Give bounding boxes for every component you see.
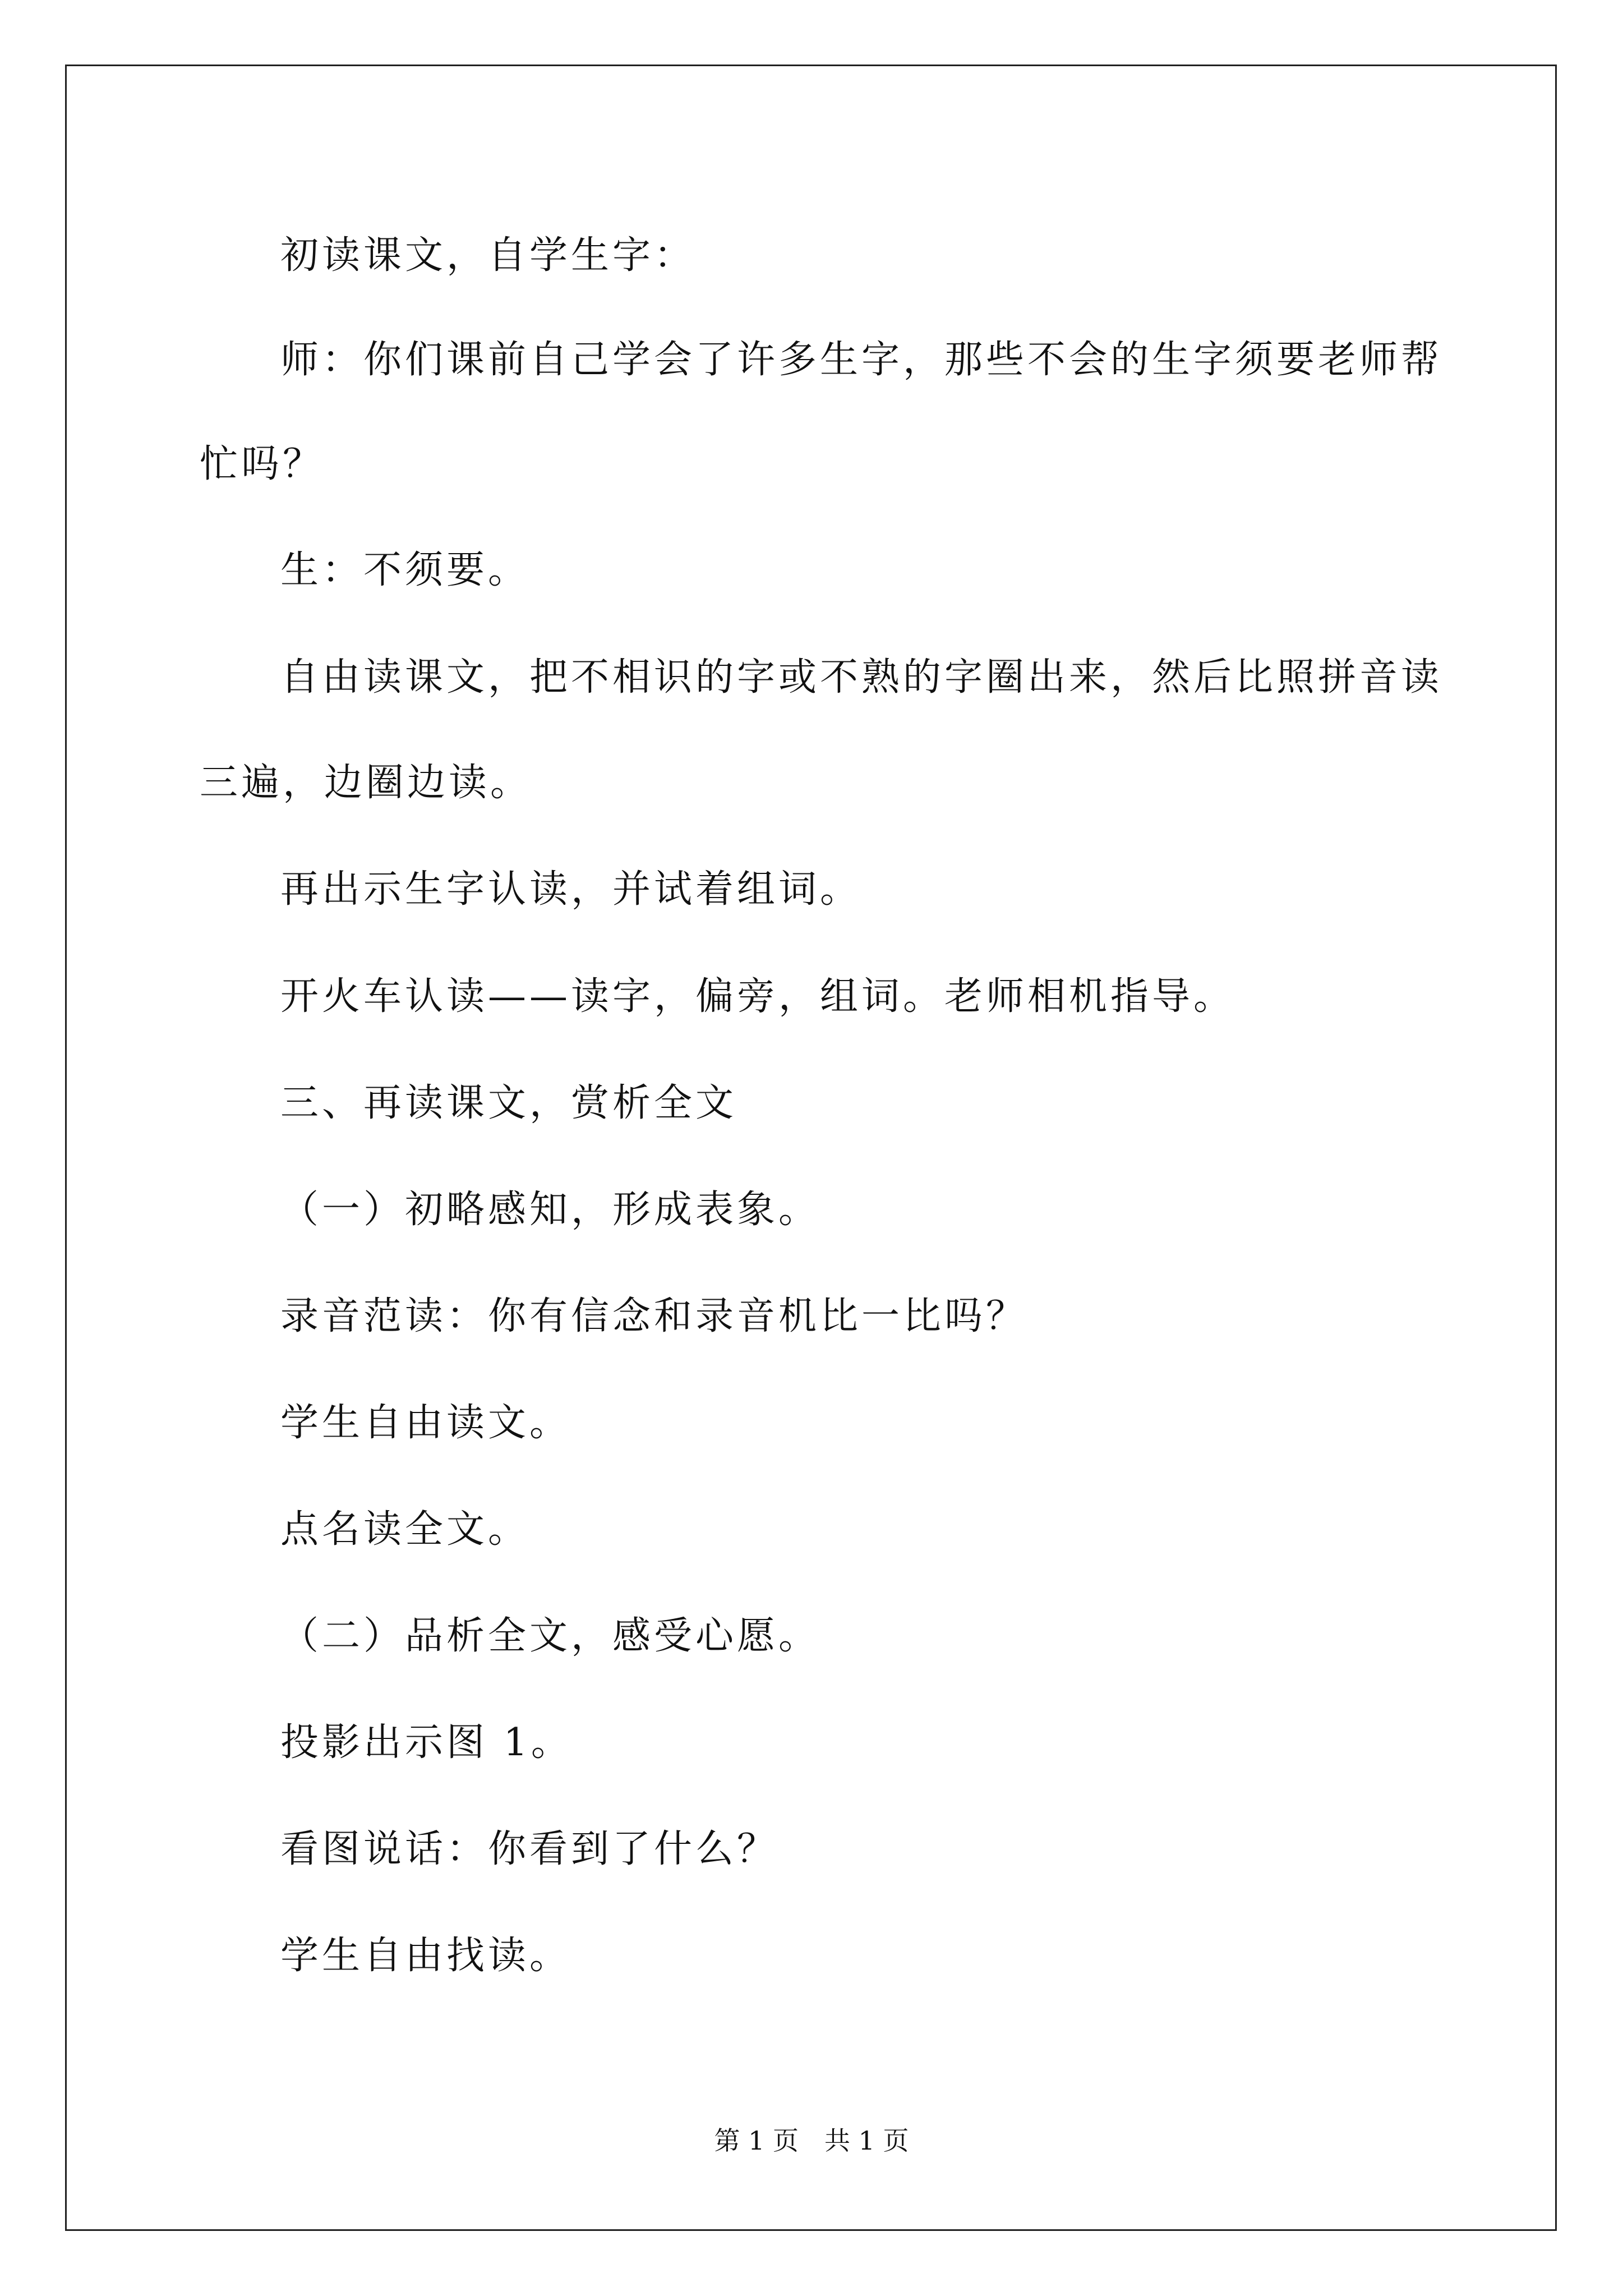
paragraph-line: 师：你们课前自己学会了许多生字，那些不会的生字须要老师帮 [280, 338, 1443, 382]
paragraph-line: 开火车认读——读字，偏旁，组词。老师相机指导。 [280, 974, 1235, 1019]
paragraph-line: 投影出示图 1。 [280, 1720, 573, 1765]
paragraph-line: 看图说话：你看到了什么？ [280, 1827, 779, 1871]
subsection-heading: （二）品析全文，感受心愿。 [280, 1614, 820, 1658]
paragraph-line: 初读课文，自学生字： [280, 233, 696, 278]
section-heading: 三、再读课文，赏析全文 [280, 1081, 737, 1125]
paragraph-line: 自由读课文，把不相识的字或不熟的字圈出来，然后比照拼音读 [280, 655, 1443, 700]
page-border [65, 65, 1557, 2231]
page-number-footer: 第 1 页 共 1 页 [714, 2125, 909, 2156]
subsection-heading: （一）初略感知，形成表象。 [280, 1188, 820, 1232]
paragraph-line: 点名读全文。 [280, 1507, 530, 1552]
paragraph-line: 学生自由读文。 [280, 1401, 571, 1445]
paragraph-line: 学生自由找读。 [280, 1934, 571, 1978]
paragraph-line: 忙吗？ [200, 442, 325, 486]
paragraph-line: 录音范读：你有信念和录音机比一比吗？ [280, 1294, 1028, 1338]
paragraph-line: 生：不须要。 [280, 548, 530, 592]
paragraph-line: 再出示生字认读，并试着组词。 [280, 867, 862, 912]
paragraph-line: 三遍，边圈边读。 [200, 761, 532, 805]
